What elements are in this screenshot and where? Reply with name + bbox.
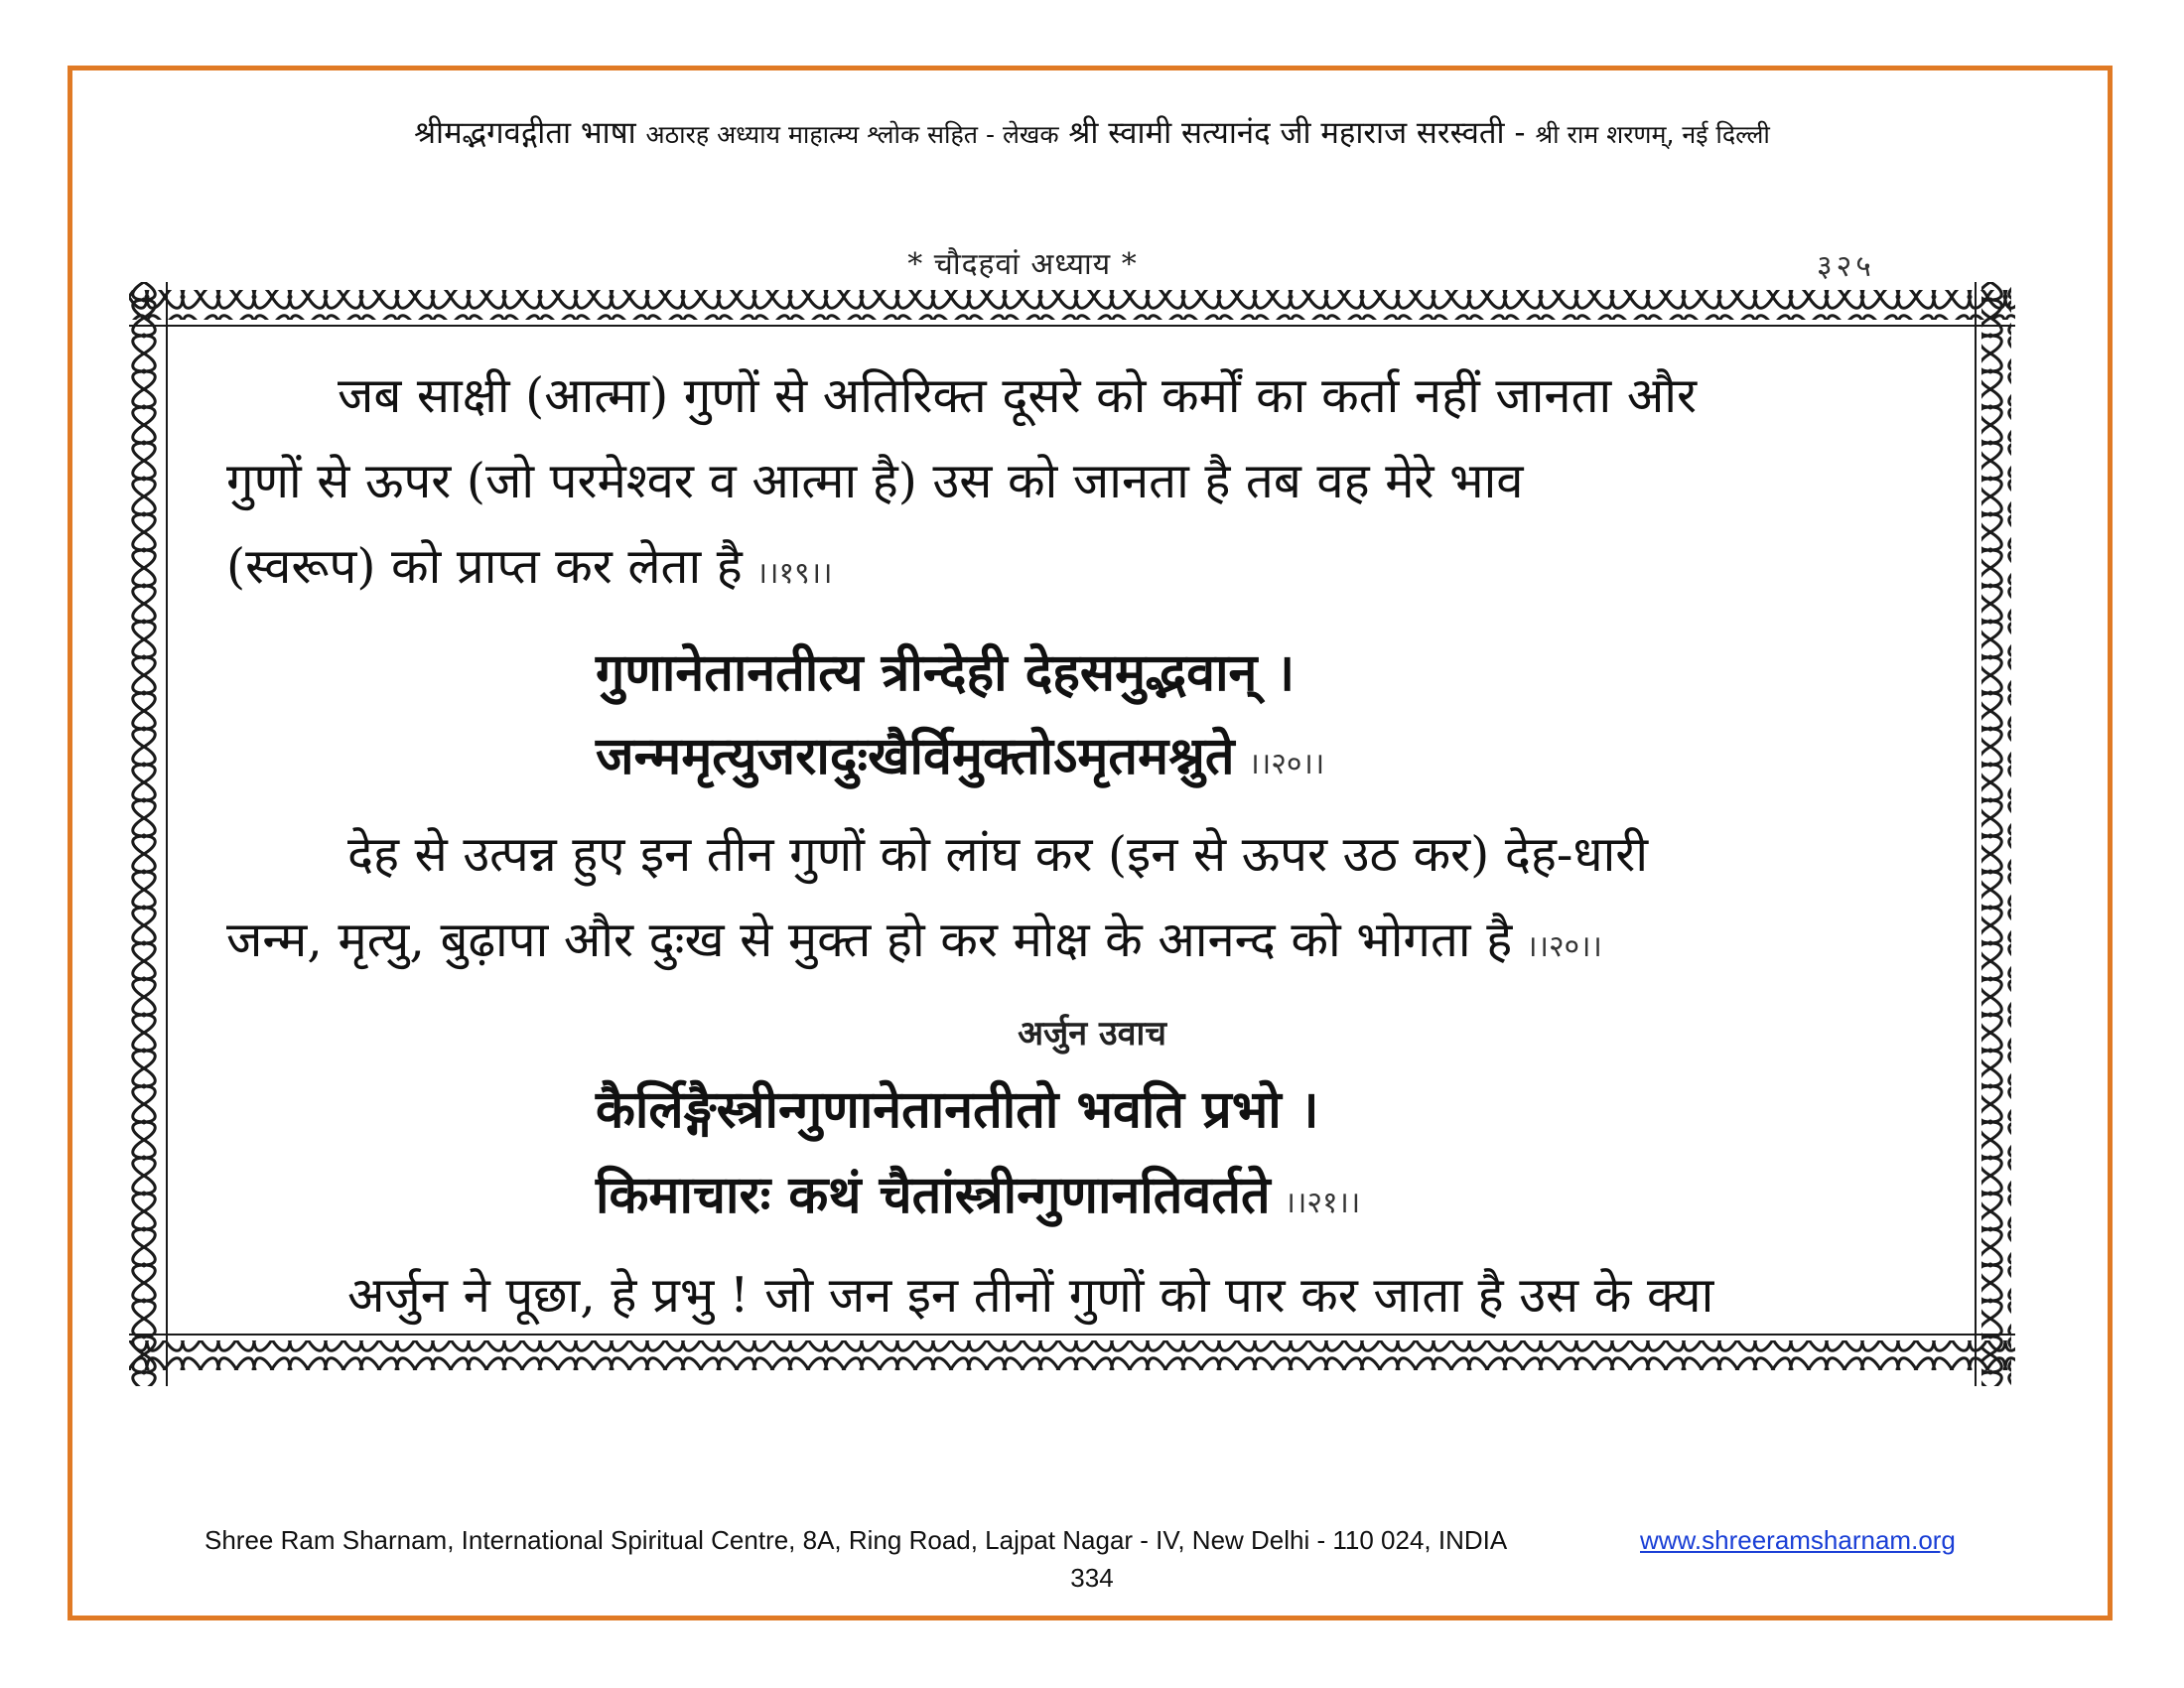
header-author: श्री स्वामी सत्यानंद जी महाराज सरस्वती - [1068,115,1526,151]
verse19-line3: (स्वरूप) को प्राप्त कर लेता है ।।१९।। [226,538,833,595]
header-publisher: श्री राम शरणम्, नई दिल्ली [1535,120,1770,149]
verse19-line2: गुणों से ऊपर (जो परमेश्वर व आत्मा है) उस को जानता है तब वह मेरे भाव [226,453,1524,509]
border-top [129,290,2015,320]
footer-page-number: 334 [1070,1563,1114,1593]
border-left [131,282,161,1386]
verse19-ref: ।।१९।। [755,556,833,591]
speaker-label: अर्जुन उवाच [1018,1014,1166,1054]
header-subtitle: अठारह अध्याय माहात्म्य श्लोक सहित - लेखक [645,120,1059,149]
footer-address: Shree Ram Sharnam, International Spiritual Centre, 8A, Ring Road, Lajpat Nagar - IV, New Delhi - 110 024, INDIA [205,1525,1508,1555]
border-bottom [129,1340,2015,1370]
shloka20-line2: जन्ममृत्युजरादुःखैर्विमुक्तोऽमृतमश्नुते ।।२०।। [596,726,1325,786]
header-title: श्रीमद्भगवद्गीता भाषा [414,115,636,151]
verse19-line1: जब साक्षी (आत्मा) गुणों से अतिरिक्त दूसरे को कर्मों का कर्ता नहीं जानता और [338,367,1697,424]
verse20-ref: ।।२०।। [1526,929,1602,964]
verse20-line2: जन्म, मृत्यु, बुढ़ापा और दुःख से मुक्त हो कर मोक्ष के आनन्द को भोगता है ।।२०।। [226,912,1602,968]
page-header [0,111,2184,153]
scan-page-number: ३२५ [1817,249,1875,284]
chapter-heading: * चौदहवां अध्याय * [907,247,1138,282]
verse21-line1: अर्जुन ने पूछा, हे प्रभु ! जो जन इन तीनों गुणों को पार कर जाता है उस के क्या [347,1267,1714,1324]
shloka20-line1: गुणानेतानतीत्य त्रीन्देही देहसमुद्भवान् । [596,642,1296,703]
shloka20-ref: ।।२०।। [1248,747,1325,781]
verse20-line1: देह से उत्पन्न हुए इन तीन गुणों को लांघ कर (इन से ऊपर उठ कर) देह-धारी [347,826,1649,883]
shloka21-line1: कैर्लिङ्गैस्त्रीन्गुणानेतानतीतो भवति प्रभो । [596,1079,1319,1140]
shloka21-ref: ।।२१।। [1284,1186,1361,1220]
shloka21-line2: किमाचारः कथं चैतांस्त्रीन्गुणानतिवर्तते ।।२१।। [596,1165,1361,1225]
website-link[interactable]: www.shreeramsharnam.org [1640,1525,1956,1555]
border-right [1981,282,2011,1386]
